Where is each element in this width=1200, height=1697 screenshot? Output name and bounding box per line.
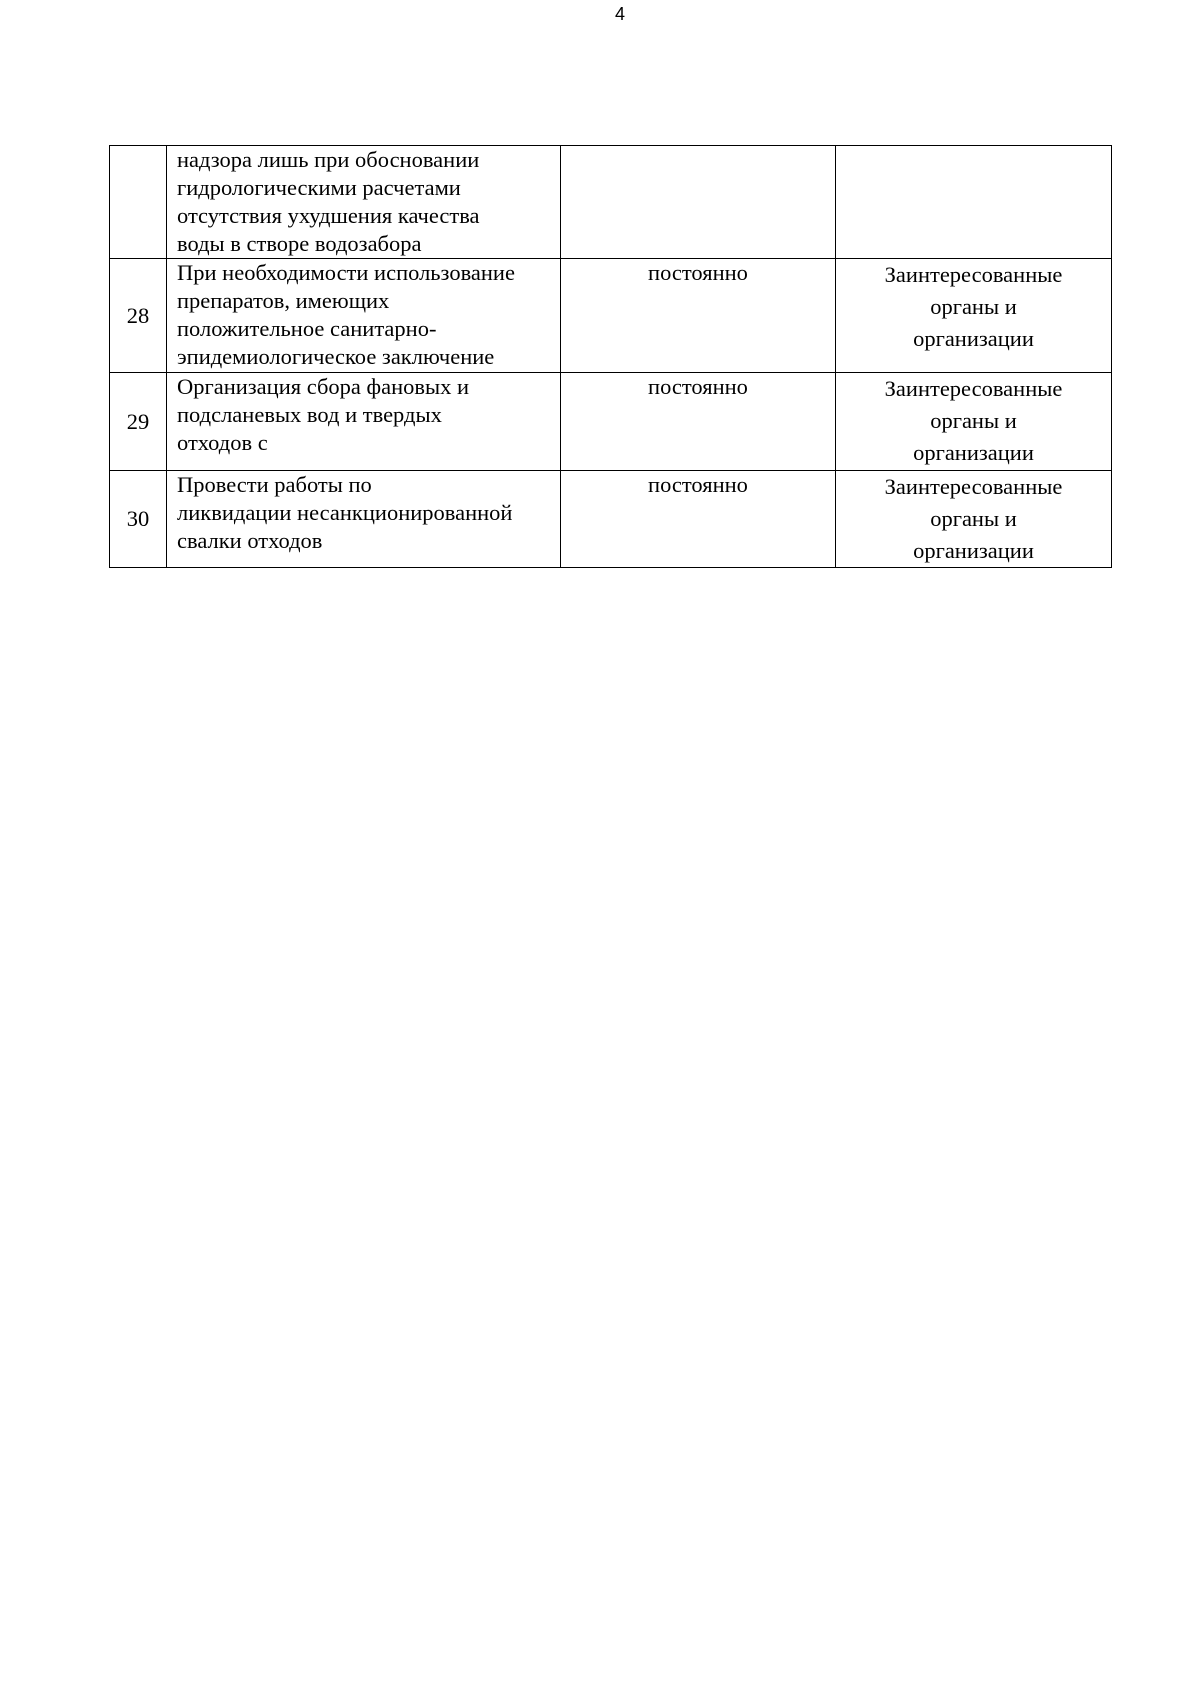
measure-description-cell (167, 146, 561, 259)
table-row (110, 373, 1112, 471)
row-number-cell: 29 (110, 373, 167, 471)
term-cell: постоянно (561, 373, 836, 471)
term-cell: постоянно (561, 471, 836, 568)
responsible-cell: Заинтересованные органы и организации (836, 373, 1112, 471)
measure-description: надзора лишь при обосновании гидрологическими расчетами отсутствия ухудшения качества воды в створе водозабора (177, 147, 480, 256)
responsible-cell: Заинтересованные органы и организации (836, 259, 1112, 373)
measure-description-cell (167, 471, 561, 568)
responsible-cell: Заинтересованные органы и организации (836, 471, 1112, 568)
measure-description: Организация сбора фановых и подсланевых вод и твердых отходов с (177, 374, 470, 455)
row-number-cell: 28 (110, 259, 167, 373)
row-number-cell: 30 (110, 471, 167, 568)
term-cell: постоянно (561, 259, 836, 373)
measure-description: При необходимости использование препаратов, имеющих положительное санитарно- эпидемиологическое заключение (177, 260, 515, 369)
measure-description-cell (167, 259, 561, 373)
table-row (110, 146, 1112, 259)
term-cell (561, 146, 836, 259)
table-row (110, 259, 1112, 373)
responsible-cell (836, 146, 1112, 259)
measure-description: Провести работы по ликвидации несанкционированной свалки отходов (177, 472, 513, 553)
measure-description-cell (167, 373, 561, 471)
page-number: 4 (614, 4, 625, 24)
table-row (110, 471, 1112, 568)
measures-table (109, 145, 1112, 568)
row-number-cell (110, 146, 167, 259)
